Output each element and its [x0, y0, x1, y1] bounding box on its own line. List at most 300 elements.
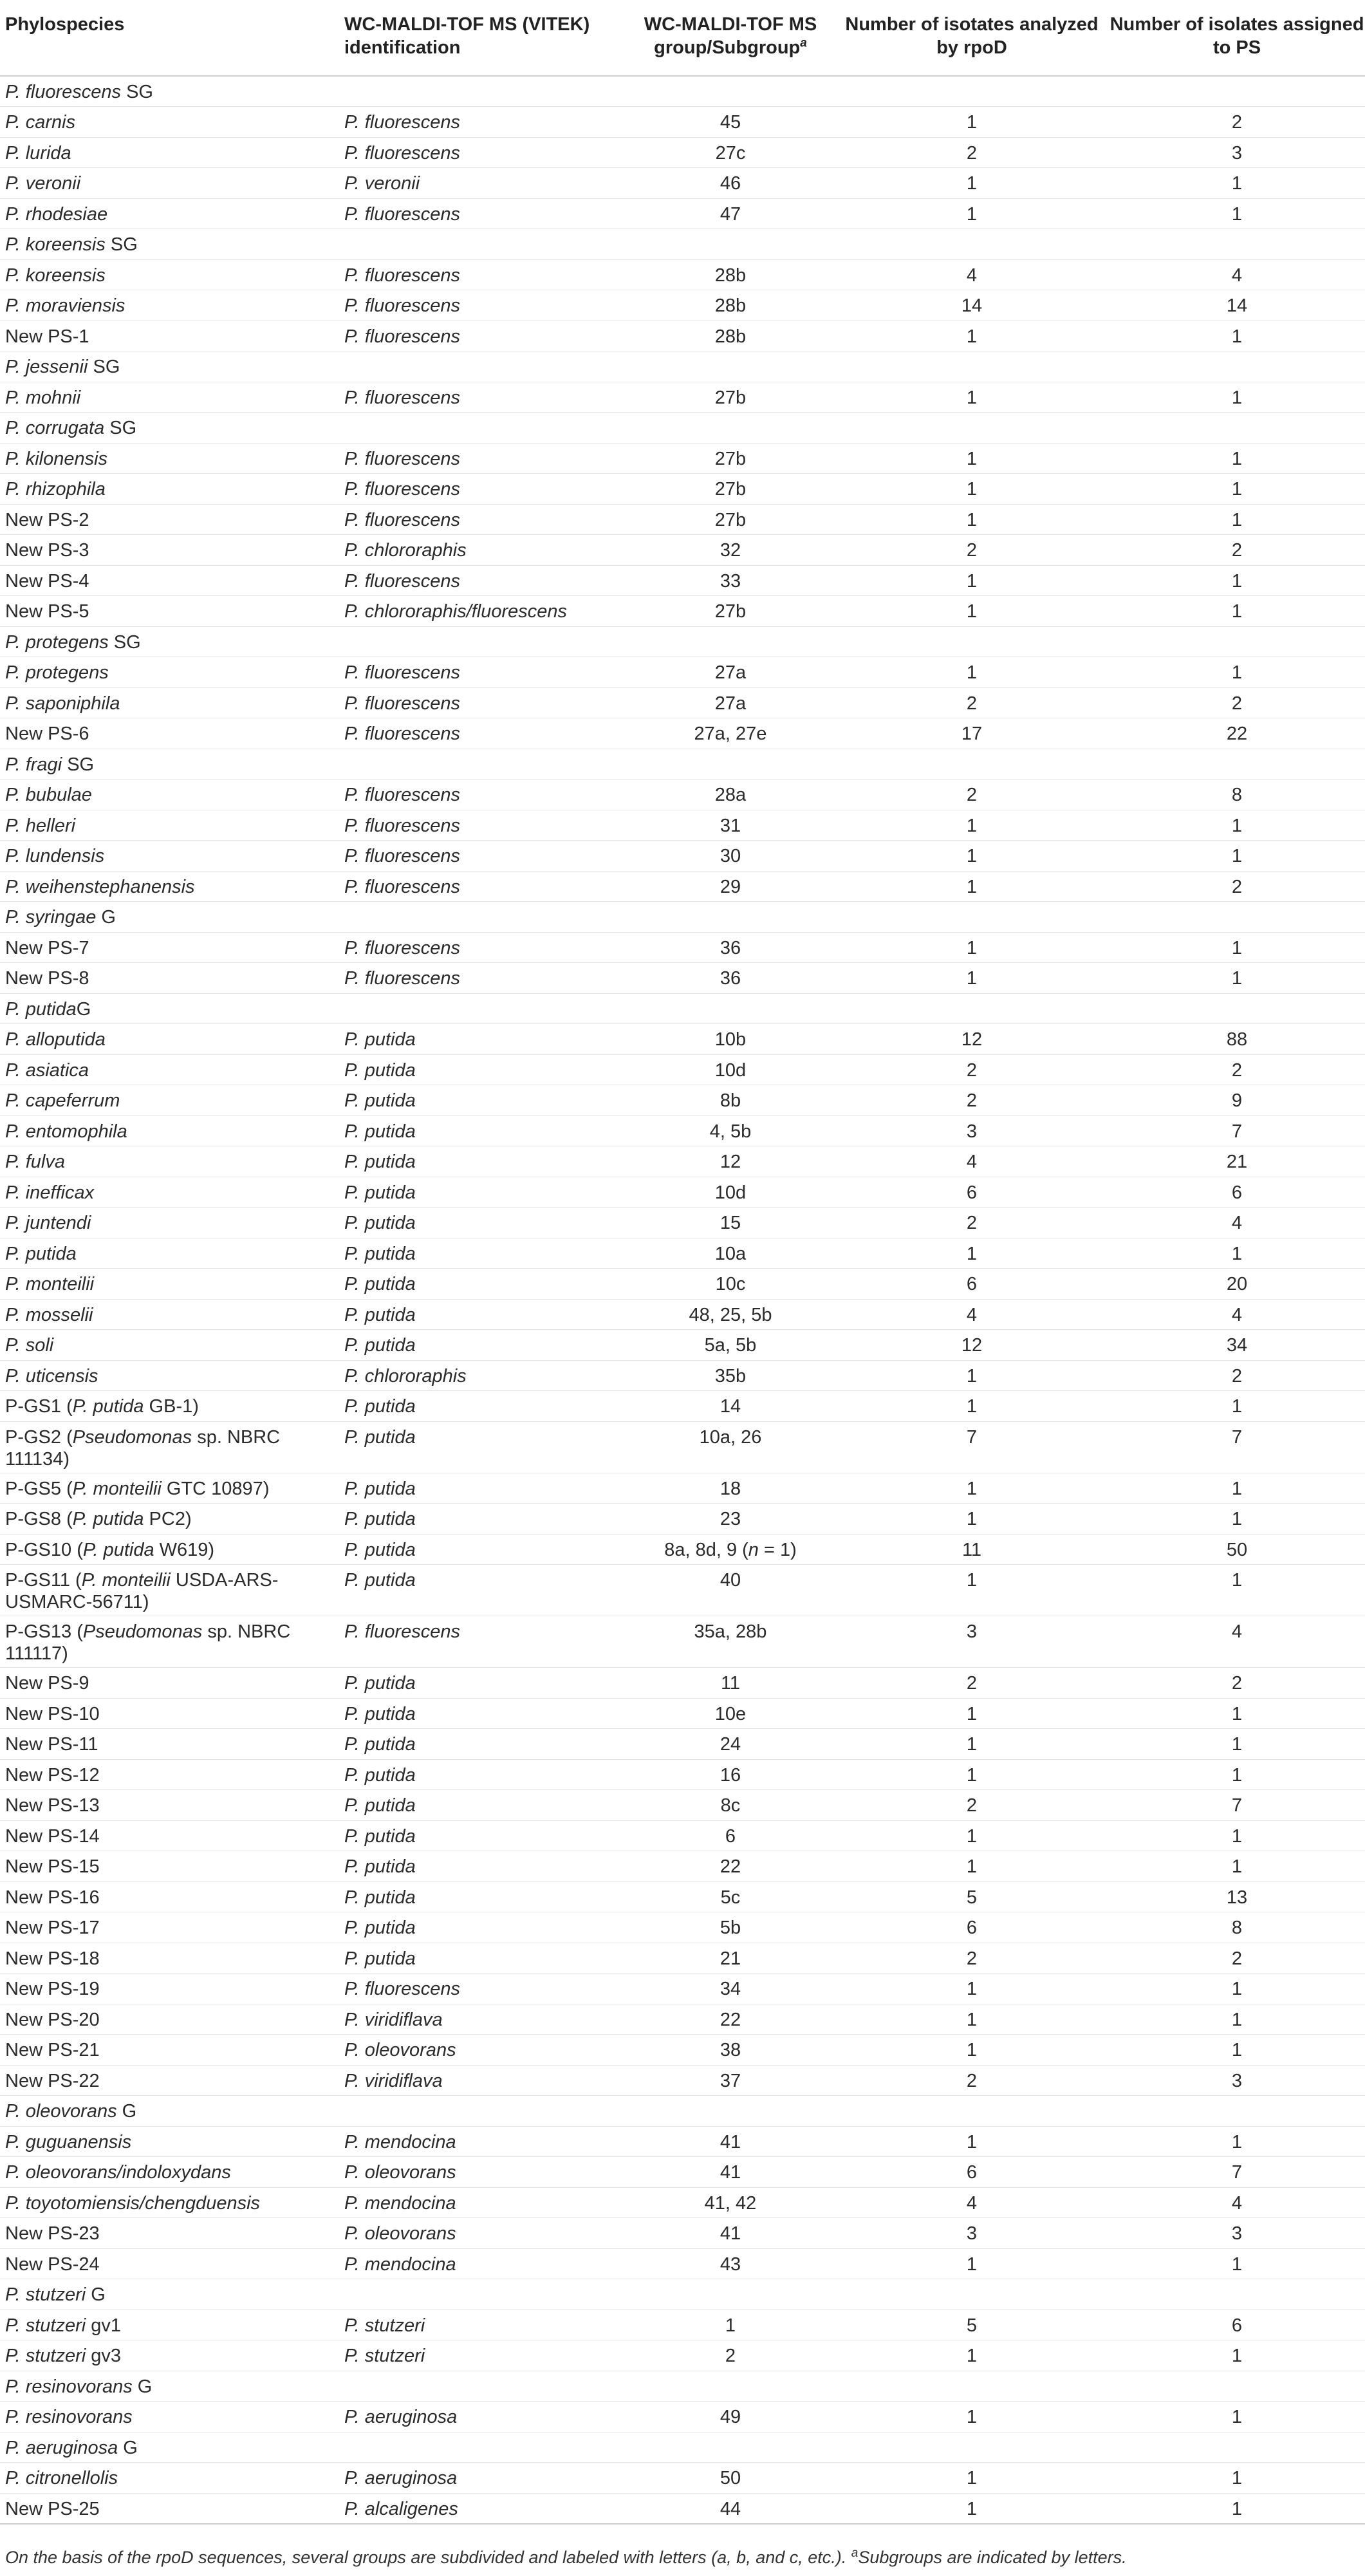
isolates-analyzed-cell: 4	[966, 1304, 978, 1325]
group-filler	[344, 902, 1365, 933]
isolates-analyzed-cell: 1	[966, 1570, 978, 1591]
phylospecies-cell: New PS-10	[5, 1703, 100, 1724]
isolates-assigned-cell: 1	[1231, 2346, 1243, 2366]
phylospecies-cell: New PS-18	[5, 1948, 100, 1969]
table-row	[0, 1943, 1365, 1974]
group-label: P. protegens SG	[5, 631, 141, 653]
phylospecies-cell: P. soli	[5, 1335, 54, 1356]
isolates-analyzed-cell: 1	[966, 2131, 978, 2152]
table-row	[0, 1668, 1365, 1699]
table-header-row	[0, 0, 1365, 76]
group-species-name: P. jessenii	[5, 357, 88, 377]
vitek-identification-cell: P. putida	[344, 1887, 416, 1908]
species-name: P. monteilii	[81, 1570, 171, 1591]
footnote-part3: Subgroups are indicated by letters.	[858, 2548, 1127, 2567]
table-row	[0, 1208, 1365, 1238]
maldi-group-cell: 27a	[714, 662, 747, 683]
phylospecies-cell: New PS-8	[5, 968, 89, 989]
vitek-identification-cell: P. putida	[344, 1059, 416, 1081]
vitek-identification-cell: P. putida	[344, 1426, 416, 1448]
group-species-name: P. koreensis	[5, 234, 106, 255]
table-row	[0, 1698, 1365, 1729]
table-row	[0, 2463, 1365, 2494]
maldi-group-cell: 49	[720, 2407, 741, 2427]
table-row	[0, 1881, 1365, 1912]
table-row	[0, 1912, 1365, 1943]
phylospecies-cell: P. lurida	[5, 142, 71, 163]
isolates-assigned-cell: 2	[1231, 876, 1243, 897]
vitek-identification-cell: P. fluorescens	[344, 112, 461, 133]
table-row	[0, 2310, 1365, 2340]
isolates-analyzed-cell: 1	[966, 570, 978, 592]
species-name: Pseudomonas	[82, 1621, 203, 1642]
group-filler	[344, 413, 1365, 443]
table-body	[0, 76, 1365, 2524]
maldi-group-cell: 27b	[714, 479, 747, 499]
group-label: P. stutzeri G	[5, 2284, 106, 2305]
phylospecies-cell: P. entomophila	[5, 1121, 127, 1142]
vitek-identification-cell: P. fluorescens	[344, 846, 461, 866]
maldi-group-cell: 22	[720, 1856, 741, 1877]
maldi-group-cell: 28b	[714, 326, 747, 347]
vitek-identification-cell: P. fluorescens	[344, 662, 461, 683]
isolates-assigned-cell: 1	[1231, 2040, 1243, 2060]
isolates-assigned-cell: 1	[1231, 326, 1243, 347]
vitek-identification-cell: P. fluorescens	[344, 968, 461, 989]
maldi-group-cell: 23	[720, 1509, 741, 1529]
table-row	[0, 504, 1365, 535]
table-row	[0, 1177, 1365, 1208]
vitek-identification-cell: P. fluorescens	[344, 723, 461, 744]
maldi-group-cell: 10b	[714, 1029, 747, 1050]
isolates-analyzed-cell: 1	[966, 2254, 978, 2275]
vitek-identification-cell: P. fluorescens	[344, 479, 461, 499]
vitek-identification-cell: P. putida	[344, 1795, 416, 1816]
table-row	[0, 1473, 1365, 1504]
group-label: P. fluorescens SG	[5, 82, 153, 102]
isolates-analyzed-cell: 2	[966, 1948, 978, 1969]
vitek-identification-cell: P. putida	[344, 1396, 416, 1417]
isolates-assigned-cell: 1	[1231, 846, 1243, 866]
vitek-identification-cell: P. putida	[344, 1918, 416, 1938]
maldi-group-cell: 29	[720, 876, 741, 897]
isolates-analyzed-cell: 1	[966, 1734, 978, 1755]
isolates-analyzed-cell: 2	[966, 1795, 978, 1816]
vitek-identification-cell: P. chlororaphis	[344, 540, 467, 561]
isolates-analyzed-cell: 6	[966, 1182, 978, 1203]
table-row	[0, 810, 1365, 841]
vitek-identification-cell: P. alcaligenes	[344, 2498, 458, 2519]
group-filler	[344, 76, 1365, 107]
maldi-group-cell: 5a, 5b	[704, 1335, 757, 1356]
vitek-identification-cell: P. putida	[344, 1948, 416, 1969]
phylospecies-cell: P. inefficax	[5, 1182, 95, 1203]
isolates-analyzed-cell: 1	[966, 937, 978, 958]
group-row	[0, 2096, 1365, 2127]
vitek-identification-cell: P. putida	[344, 1570, 416, 1591]
isolates-assigned-cell: 1	[1231, 2254, 1243, 2275]
table-row	[0, 657, 1365, 688]
vitek-identification-cell: P. fluorescens	[344, 326, 461, 347]
table-row	[0, 1974, 1365, 2004]
isolates-analyzed-cell: 1	[966, 173, 978, 194]
phylospecies-cell: P-GS1 (P. putida GB-1)	[5, 1396, 199, 1417]
vitek-identification-cell: P. putida	[344, 1539, 416, 1560]
isolates-analyzed-cell: 1	[966, 112, 978, 133]
group-row	[0, 2371, 1365, 2402]
table-row	[0, 2065, 1365, 2096]
isolates-assigned-cell: 3	[1231, 2223, 1243, 2244]
group-species-name: P. putida	[5, 998, 77, 1020]
isolates-analyzed-cell: 6	[966, 1918, 978, 1938]
phylospecies-cell: P. alloputida	[5, 1029, 106, 1050]
isolates-assigned-cell: 34	[1226, 1335, 1248, 1356]
isolates-analyzed-cell: 1	[966, 1509, 978, 1529]
isolates-assigned-cell: 2	[1231, 1365, 1243, 1386]
isolates-assigned-cell: 1	[1231, 2009, 1243, 2030]
table-row	[0, 2187, 1365, 2218]
group-filler	[344, 351, 1365, 382]
phylospecies-cell: New PS-12	[5, 1764, 100, 1786]
phylospecies-cell: P. stutzeri gv3	[5, 2346, 122, 2366]
isolates-assigned-cell: 1	[1231, 601, 1243, 622]
isolates-assigned-cell: 1	[1231, 968, 1243, 989]
isolates-assigned-cell: 1	[1231, 509, 1243, 530]
isolates-assigned-cell: 4	[1231, 265, 1243, 286]
maldi-group-cell: 8a, 8d, 9 (n = 1)	[664, 1539, 797, 1560]
header-maldi-group-text: WC-MALDI-TOF MS group/Subgroup	[644, 14, 817, 58]
isolates-analyzed-cell: 17	[961, 723, 983, 744]
table-row	[0, 1759, 1365, 1790]
isolates-analyzed-cell: 1	[966, 2468, 978, 2488]
isolates-analyzed-cell: 2	[966, 1673, 978, 1694]
maldi-group-cell: 28a	[714, 785, 747, 805]
vitek-identification-cell: P. veronii	[344, 173, 420, 194]
maldi-group-cell: 48, 25, 5b	[689, 1304, 772, 1325]
isolates-assigned-cell: 1	[1231, 2498, 1243, 2519]
table-row	[0, 1360, 1365, 1391]
isolates-assigned-cell: 7	[1231, 1426, 1243, 1448]
phylospecies-cell: New PS-15	[5, 1856, 100, 1877]
maldi-group-cell: 27b	[714, 509, 747, 530]
phylospecies-cell: P. kilonensis	[5, 448, 108, 469]
phylospecies-cell: New PS-9	[5, 1673, 89, 1694]
maldi-group-cell: 27b	[714, 448, 747, 469]
isolates-assigned-cell: 1	[1231, 1509, 1243, 1529]
isolates-analyzed-cell: 4	[966, 265, 978, 286]
vitek-identification-cell: P. putida	[344, 1703, 416, 1724]
isolates-assigned-cell: 1	[1231, 173, 1243, 194]
isolates-assigned-cell: 4	[1231, 1621, 1243, 1642]
isolates-analyzed-cell: 2	[966, 540, 978, 561]
footnote-rpod: rpoD	[156, 2548, 194, 2567]
phylospecies-cell: P. helleri	[5, 815, 76, 836]
phylospecies-cell: New PS-19	[5, 1979, 100, 1999]
table-footnote	[5, 2548, 1127, 2568]
phylospecies-cell: P. citronellolis	[5, 2468, 118, 2488]
vitek-identification-cell: P. fluorescens	[344, 142, 461, 163]
isolates-analyzed-cell: 7	[966, 1426, 978, 1448]
maldi-group-cell: 6	[725, 1825, 736, 1847]
table-row	[0, 1054, 1365, 1085]
vitek-identification-cell: P. mendocina	[344, 2131, 456, 2152]
group-label: P. oleovorans G	[5, 2101, 137, 2122]
vitek-identification-cell: P. fluorescens	[344, 203, 461, 225]
isolates-analyzed-cell: 11	[961, 1539, 982, 1560]
isolates-analyzed-cell: 2	[966, 1059, 978, 1081]
vitek-identification-cell: P. putida	[344, 1029, 416, 1050]
maldi-group-cell: 44	[720, 2498, 741, 2519]
table-row	[0, 718, 1365, 749]
maldi-group-cell: 38	[720, 2040, 741, 2060]
species-name: P. putida	[72, 1509, 144, 1529]
isolates-analyzed-cell: 1	[966, 968, 978, 989]
maldi-group-cell: 41	[720, 2223, 741, 2244]
table-row	[0, 2340, 1365, 2371]
group-filler	[344, 2279, 1365, 2310]
isolates-assigned-cell: 2	[1231, 1948, 1243, 1969]
phylospecies-cell: P. toyotomiensis/chengduensis	[5, 2192, 261, 2214]
isolates-assigned-cell: 1	[1231, 387, 1243, 408]
vitek-identification-cell: P. putida	[344, 1182, 416, 1203]
maldi-group-cell: 12	[720, 1152, 741, 1172]
isolates-assigned-cell: 14	[1226, 295, 1248, 316]
table-row	[0, 137, 1365, 168]
isolates-analyzed-cell: 1	[966, 1243, 978, 1264]
maldi-group-cell: 35b	[714, 1365, 747, 1386]
vitek-identification-cell: P. putida	[344, 1243, 416, 1264]
vitek-identification-cell: P. fluorescens	[344, 815, 461, 836]
table-row	[0, 474, 1365, 505]
maldi-group-cell: 36	[720, 937, 741, 958]
isolates-assigned-cell: 6	[1231, 2315, 1243, 2336]
vitek-identification-cell: P. fluorescens	[344, 1979, 461, 1999]
table-row	[0, 259, 1365, 290]
phylospecies-cell: New PS-7	[5, 937, 89, 958]
table-row	[0, 321, 1365, 351]
isolates-assigned-cell: 3	[1231, 2070, 1243, 2091]
table-row	[0, 1238, 1365, 1269]
group-label: P. fragi SG	[5, 754, 95, 775]
table-row	[0, 2248, 1365, 2279]
isolates-analyzed-cell: 6	[966, 1274, 978, 1294]
vitek-identification-cell: P. viridiflava	[344, 2009, 443, 2030]
phylospecies-cell: New PS-11	[5, 1734, 98, 1755]
maldi-group-cell: 4, 5b	[709, 1121, 752, 1142]
table-row	[0, 1504, 1365, 1535]
isolates-assigned-cell: 1	[1231, 662, 1243, 683]
table-row	[0, 290, 1365, 321]
vitek-identification-cell: P. putida	[344, 1673, 416, 1694]
table-row	[0, 443, 1365, 474]
maldi-group-cell: 28b	[714, 295, 747, 316]
isolates-analyzed-cell: 1	[966, 1703, 978, 1724]
group-species-name: P. syringae	[5, 907, 97, 928]
group-species-name: P. fluorescens	[5, 82, 122, 102]
maldi-group-cell: 10c	[715, 1274, 746, 1294]
table-row	[0, 382, 1365, 413]
header-vitek-identification: WC-MALDI-TOF MS (VITEK) identification	[344, 14, 590, 58]
table-row	[0, 687, 1365, 718]
table-row	[0, 565, 1365, 596]
phylospecies-cell: New PS-21	[5, 2040, 100, 2060]
isolates-assigned-cell: 88	[1226, 1029, 1248, 1050]
phylospecies-cell: P. resinovorans	[5, 2407, 133, 2427]
maldi-group-cell: 47	[720, 203, 741, 225]
phylospecies-cell: New PS-25	[5, 2498, 100, 2519]
table-row	[0, 2004, 1365, 2035]
isolates-assigned-cell: 2	[1231, 112, 1243, 133]
isolates-analyzed-cell: 1	[966, 2407, 978, 2427]
group-species-name: P. stutzeri	[5, 2284, 86, 2305]
header-phylospecies: Phylospecies	[5, 14, 125, 35]
isolates-assigned-cell: 4	[1231, 1304, 1243, 1325]
maldi-group-cell: 32	[720, 540, 741, 561]
group-label: P. resinovorans G	[5, 2376, 153, 2397]
species-name: P. stutzeri	[5, 2346, 86, 2366]
isolates-assigned-cell: 3	[1231, 142, 1243, 163]
isolates-analyzed-cell: 1	[966, 2498, 978, 2519]
isolates-analyzed-cell: 1	[966, 1478, 978, 1499]
isolates-assigned-cell: 1	[1231, 1570, 1243, 1591]
phylospecies-cell: New PS-3	[5, 540, 89, 561]
group-filler	[344, 2432, 1365, 2463]
isolates-analyzed-cell: 3	[966, 2223, 978, 2244]
isolates-analyzed-cell: 1	[966, 2009, 978, 2030]
group-species-name: P. fragi	[5, 754, 62, 775]
table-row	[0, 198, 1365, 229]
maldi-group-cell: 46	[720, 173, 741, 194]
phylospecies-cell: P. putida	[5, 1243, 77, 1264]
isolates-analyzed-cell: 1	[966, 601, 978, 622]
isolates-assigned-cell: 9	[1231, 1090, 1243, 1111]
isolates-analyzed-cell: 6	[966, 2162, 978, 2183]
vitek-identification-cell: P. aeruginosa	[344, 2407, 458, 2427]
footnote-superscript: a	[851, 2546, 859, 2560]
maldi-group-cell: 10d	[714, 1059, 747, 1081]
isolates-assigned-cell: 1	[1231, 1856, 1243, 1877]
maldi-group-cell: 41, 42	[704, 2192, 757, 2214]
phylospecies-cell: P. mohnii	[5, 387, 81, 408]
group-label: P. jessenii SG	[5, 357, 120, 377]
table-row	[0, 841, 1365, 872]
maldi-group-cell: 30	[720, 846, 741, 866]
isolates-analyzed-cell: 1	[966, 1825, 978, 1847]
group-row	[0, 626, 1365, 657]
maldi-group-cell: 14	[720, 1396, 741, 1417]
species-name: P. putida	[72, 1396, 144, 1417]
vitek-identification-cell: P. stutzeri	[344, 2315, 425, 2336]
isolates-analyzed-cell: 3	[966, 1621, 978, 1642]
vitek-identification-cell: P. fluorescens	[344, 509, 461, 530]
isolates-analyzed-cell: 14	[961, 295, 983, 316]
table-row	[0, 1851, 1365, 1882]
group-species-name: P. corrugata	[5, 418, 105, 438]
maldi-group-cell: 11	[720, 1673, 741, 1694]
group-species-name: P. aeruginosa	[5, 2437, 118, 2458]
group-row	[0, 902, 1365, 933]
header-superscript: a	[800, 36, 807, 50]
phylospecies-cell: P. asiatica	[5, 1059, 89, 1081]
vitek-identification-cell: P. mendocina	[344, 2192, 456, 2214]
group-filler	[344, 626, 1365, 657]
phylospecies-cell: P. moraviensis	[5, 295, 125, 316]
isolates-analyzed-cell: 2	[966, 2070, 978, 2091]
table-row	[0, 2035, 1365, 2066]
maldi-group-cell: 8c	[720, 1795, 741, 1816]
isolates-assigned-cell: 1	[1231, 1478, 1243, 1499]
isolates-assigned-cell: 22	[1226, 723, 1248, 744]
isolates-assigned-cell: 1	[1231, 570, 1243, 592]
species-name: Pseudomonas	[72, 1426, 192, 1448]
vitek-identification-cell: P. putida	[344, 1478, 416, 1499]
isolates-analyzed-cell: 1	[966, 662, 978, 683]
isolates-analyzed-cell: 4	[966, 1152, 978, 1172]
header-isolates-analyzed: Number of isotates analyzed by rpoD	[845, 14, 1099, 58]
phylospecies-cell: New PS-2	[5, 509, 89, 530]
maldi-group-cell: 36	[720, 968, 741, 989]
maldi-group-cell: 2	[725, 2346, 736, 2366]
isolates-assigned-cell: 50	[1226, 1539, 1248, 1560]
table-row	[0, 1085, 1365, 1116]
phylospecies-cell: New PS-14	[5, 1825, 100, 1847]
vitek-identification-cell: P. putida	[344, 1213, 416, 1233]
maldi-group-cell: 5b	[720, 1918, 741, 1938]
vitek-identification-cell: P. putida	[344, 1764, 416, 1786]
phylospecies-cell: New PS-6	[5, 723, 89, 744]
vitek-identification-cell: P. putida	[344, 1274, 416, 1294]
isolates-analyzed-cell: 5	[966, 2315, 978, 2336]
maldi-group-cell: 22	[720, 2009, 741, 2030]
phylospecies-cell: New PS-1	[5, 326, 89, 347]
isolates-assigned-cell: 8	[1231, 1918, 1243, 1938]
maldi-group-cell: 1	[725, 2315, 736, 2336]
isolates-analyzed-cell: 1	[966, 509, 978, 530]
isolates-assigned-cell: 1	[1231, 448, 1243, 469]
maldi-group-cell: 16	[720, 1764, 741, 1786]
phylospecies-cell: P. guguanensis	[5, 2131, 132, 2152]
maldi-group-cell: 33	[720, 570, 741, 592]
table-row	[0, 1115, 1365, 1146]
phylospecies-cell: P. uticensis	[5, 1365, 98, 1386]
isolates-assigned-cell: 1	[1231, 1979, 1243, 1999]
group-filler	[344, 2371, 1365, 2402]
isolates-analyzed-cell: 1	[966, 387, 978, 408]
vitek-identification-cell: P. putida	[344, 1090, 416, 1111]
vitek-identification-cell: P. putida	[344, 1825, 416, 1847]
maldi-group-cell: 28b	[714, 265, 747, 286]
isolates-analyzed-cell: 2	[966, 693, 978, 714]
phylospecies-cell: P. fulva	[5, 1152, 65, 1172]
isolates-analyzed-cell: 1	[966, 479, 978, 499]
maldi-group-cell: 10e	[714, 1703, 747, 1724]
isolates-assigned-cell: 7	[1231, 1121, 1243, 1142]
phylospecies-cell: New PS-24	[5, 2254, 100, 2275]
vitek-identification-cell: P. putida	[344, 1856, 416, 1877]
vitek-identification-cell: P. viridiflava	[344, 2070, 443, 2091]
isolates-analyzed-cell: 1	[966, 815, 978, 836]
phylospecies-cell: New PS-16	[5, 1887, 100, 1908]
isolates-analyzed-cell: 3	[966, 1121, 978, 1142]
phylospecies-cell: New PS-5	[5, 601, 89, 622]
isolates-assigned-cell: 6	[1231, 1182, 1243, 1203]
vitek-identification-cell: P. putida	[344, 1152, 416, 1172]
isolates-assigned-cell: 2	[1231, 540, 1243, 561]
isolates-analyzed-cell: 2	[966, 1090, 978, 1111]
isolates-assigned-cell: 1	[1231, 2407, 1243, 2427]
phylospecies-cell: New PS-4	[5, 570, 89, 592]
vitek-identification-cell: P. chlororaphis	[344, 1365, 467, 1386]
